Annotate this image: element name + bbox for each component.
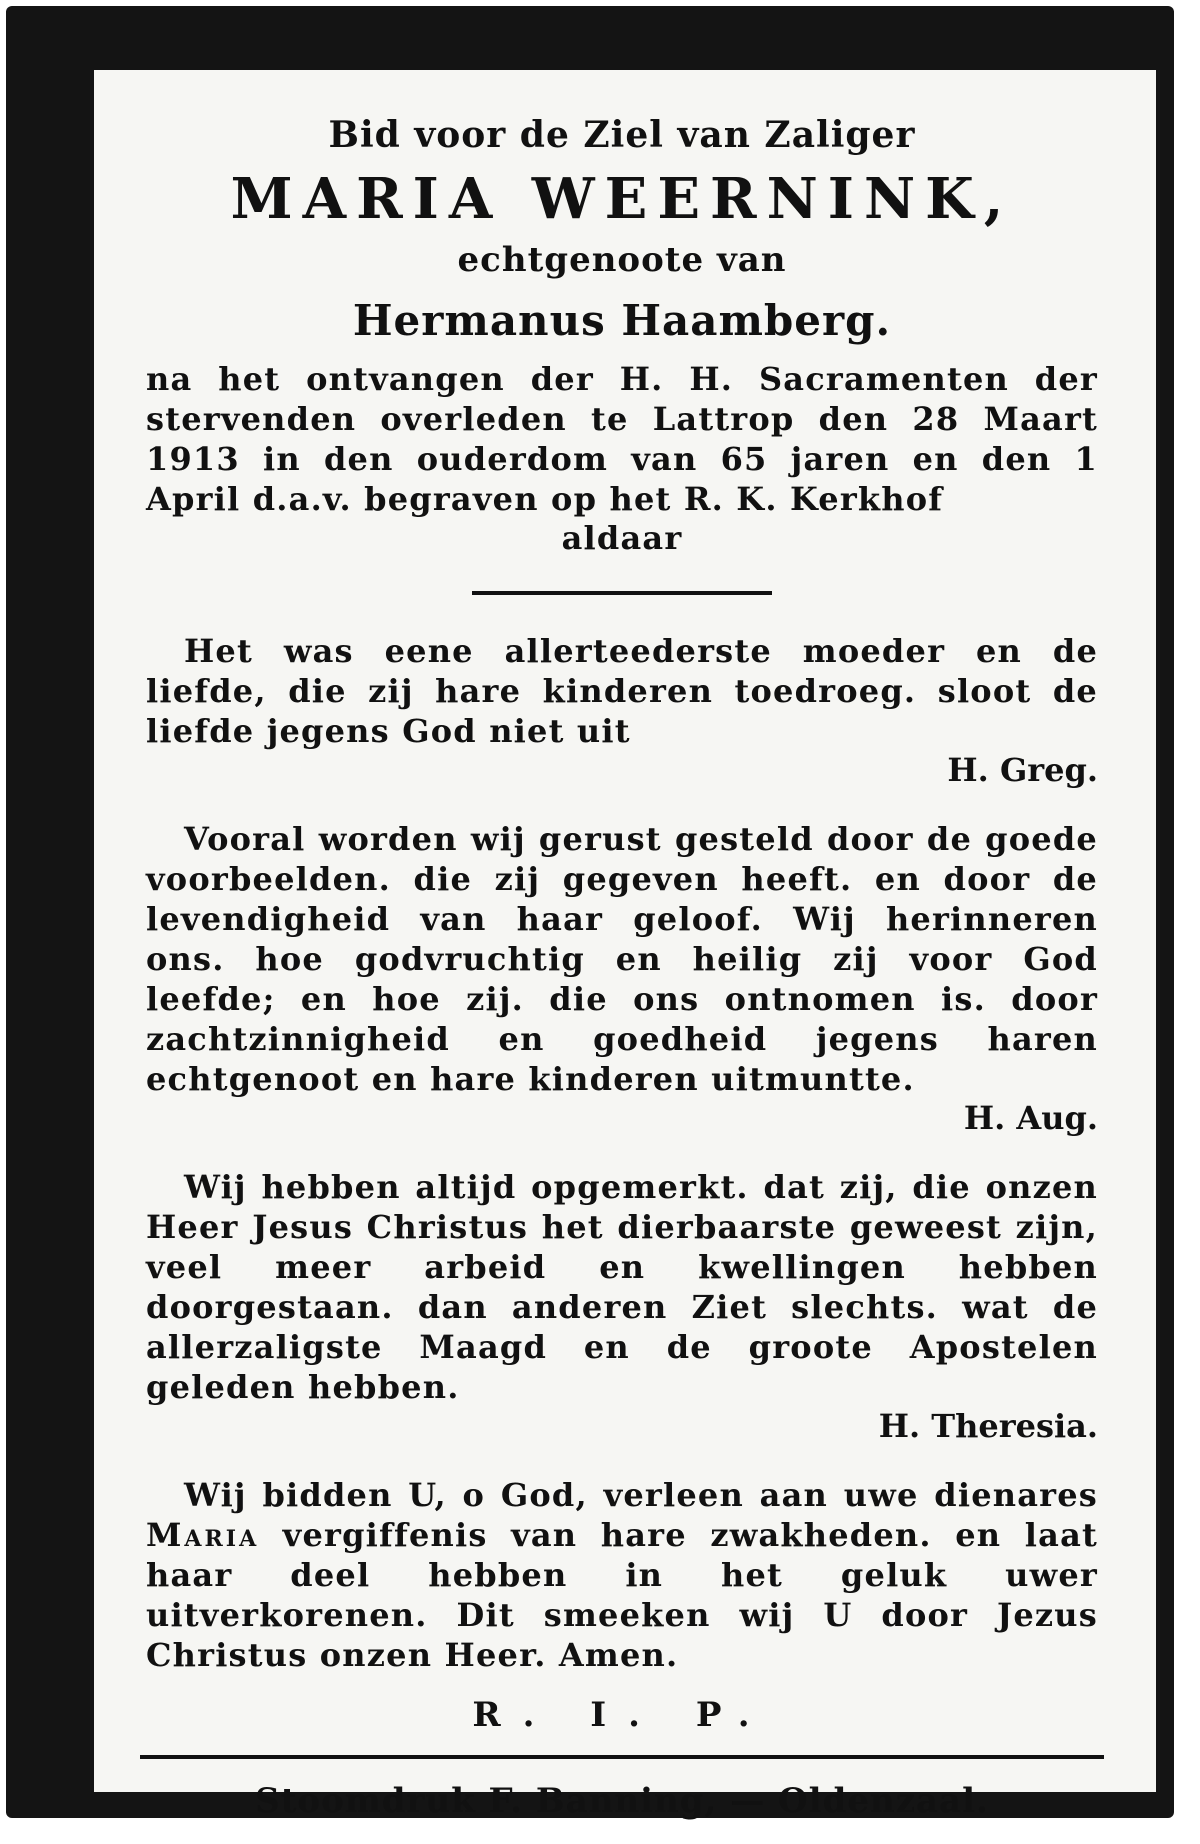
quote-source: H. Aug.	[963, 1099, 1098, 1137]
quote-source: H. Greg.	[947, 751, 1098, 789]
bottom-rule	[140, 1755, 1104, 1759]
prayer-name: Maria	[146, 1516, 260, 1554]
closing-prayer	[146, 1475, 1098, 1675]
quote-text: Het was eene allerteederste moeder en de liefde, die zij hare kinderen toedroeg. sloot de liefde jegens God niet uit	[146, 632, 1098, 750]
prayer-text-after: vergiffenis van hare zwakheden. en laat haar deel hebben in het geluk uwer uitverkorenen. Dit smeeken wij U door Jezus Christus onzen Heer. Amen.	[146, 1516, 1098, 1674]
quote-gregory	[146, 631, 1098, 789]
card-content	[94, 70, 1156, 1821]
death-notice: na het ontvangen der H. H. Sacramenten der stervenden overleden te Lattrop den 28 Maart 1913 in den ouderdom van 65 jaren en den 1 April d.a.v. begraven op het R. K. Kerkhof	[146, 360, 1098, 518]
spouse-intro: echtgenoote van	[457, 240, 787, 280]
death-notice-end: aldaar	[561, 519, 683, 557]
divider-rule	[472, 591, 772, 595]
quote-source: H. Theresia.	[878, 1407, 1098, 1445]
quote-theresia	[146, 1167, 1098, 1445]
quote-augustine	[146, 819, 1098, 1137]
deceased-name: MARIA WEERNINK,	[230, 166, 1014, 232]
rip: R. I. P.	[472, 1695, 772, 1735]
quote-text: Vooral worden wij gerust gesteld door de goede voorbeelden. die zij gegeven heeft. en door de levendigheid van haar geloof. Wij herinneren ons. hoe godvruchtig en heilig zij voor God leefde; en hoe zij. die ons ontnomen is. door zachtzinnigheid en goedheid jegens haren echtgenoot en hare kinderen uitmuntte.	[146, 820, 1098, 1098]
printer-credit: Stoomdruk F. Banning, — Oldenzaal.	[255, 1781, 989, 1821]
quote-text: Wij hebben altijd opgemerkt. dat zij, die onzen Heer Jesus Christus het dierbaarste geweest zijn, veel meer arbeid en kwellingen hebben doorgestaan. dan anderen Ziet slechts. wat de allerzaligste Maagd en de groote Apostelen geleden hebben.	[146, 1168, 1098, 1406]
prayer-heading: Bid voor de Ziel van Zaliger	[328, 114, 916, 156]
memorial-card	[6, 6, 1174, 1821]
prayer-text-before: Wij bidden U, o God, verleen aan uwe dienares	[184, 1476, 1098, 1514]
husband-name: Hermanus Haamberg.	[352, 296, 892, 345]
